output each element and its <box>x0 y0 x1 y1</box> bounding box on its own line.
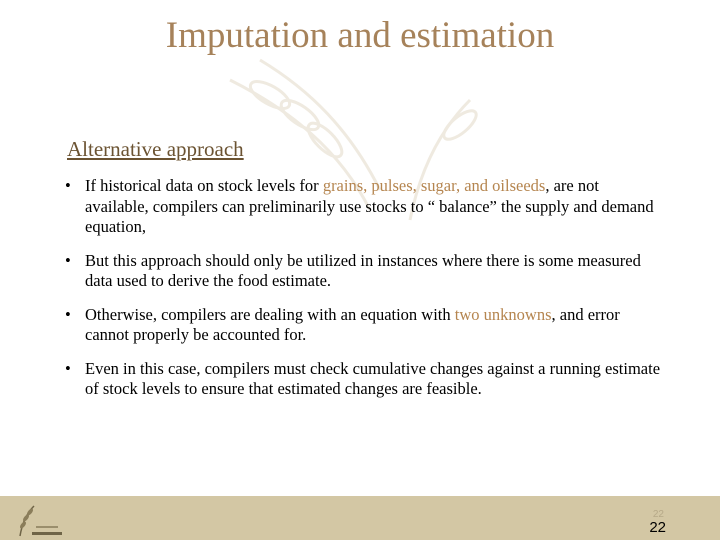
bullet-text: , and error cannot properly be accounted for. <box>85 304 620 344</box>
bullet-item <box>65 359 665 400</box>
bullet-marker: • <box>65 358 71 378</box>
page-number-faint: 22 <box>652 509 664 520</box>
bullet-marker: • <box>65 176 71 195</box>
bullet-item <box>65 251 665 292</box>
bullet-item <box>65 176 665 238</box>
bullet-text: If historical data on stock levels for <box>85 176 323 195</box>
highlighted-text: two unknowns <box>454 304 552 324</box>
footer-band <box>0 496 720 540</box>
page-number: 22 <box>649 519 666 536</box>
bullet-marker: • <box>65 304 71 324</box>
bullet-marker: • <box>65 250 71 270</box>
bullet-text: Otherwise, compilers are dealing with an equation with <box>85 304 455 324</box>
bullet-text: , are not available, compilers can preliminarily use stocks to “ balance” the supply and demand equation, <box>85 176 654 236</box>
bullet-item <box>65 305 665 346</box>
global-strategy-logo-icon <box>6 500 66 540</box>
section-subheading: Alternative approach <box>67 137 244 161</box>
bullet-text: But this approach should only be utilized in instances where there is some measured data used to derive the food estimate. <box>85 250 641 290</box>
slide-title: Imputation and estimation <box>165 15 555 56</box>
highlighted-text: grains, pulses, sugar, and oilseeds <box>322 176 546 195</box>
bullet-text: Even in this case, compilers must check cumulative changes against a running estimate of stock levels to ensure that estimated changes are feasible. <box>85 358 661 398</box>
bullet-list <box>65 176 665 413</box>
